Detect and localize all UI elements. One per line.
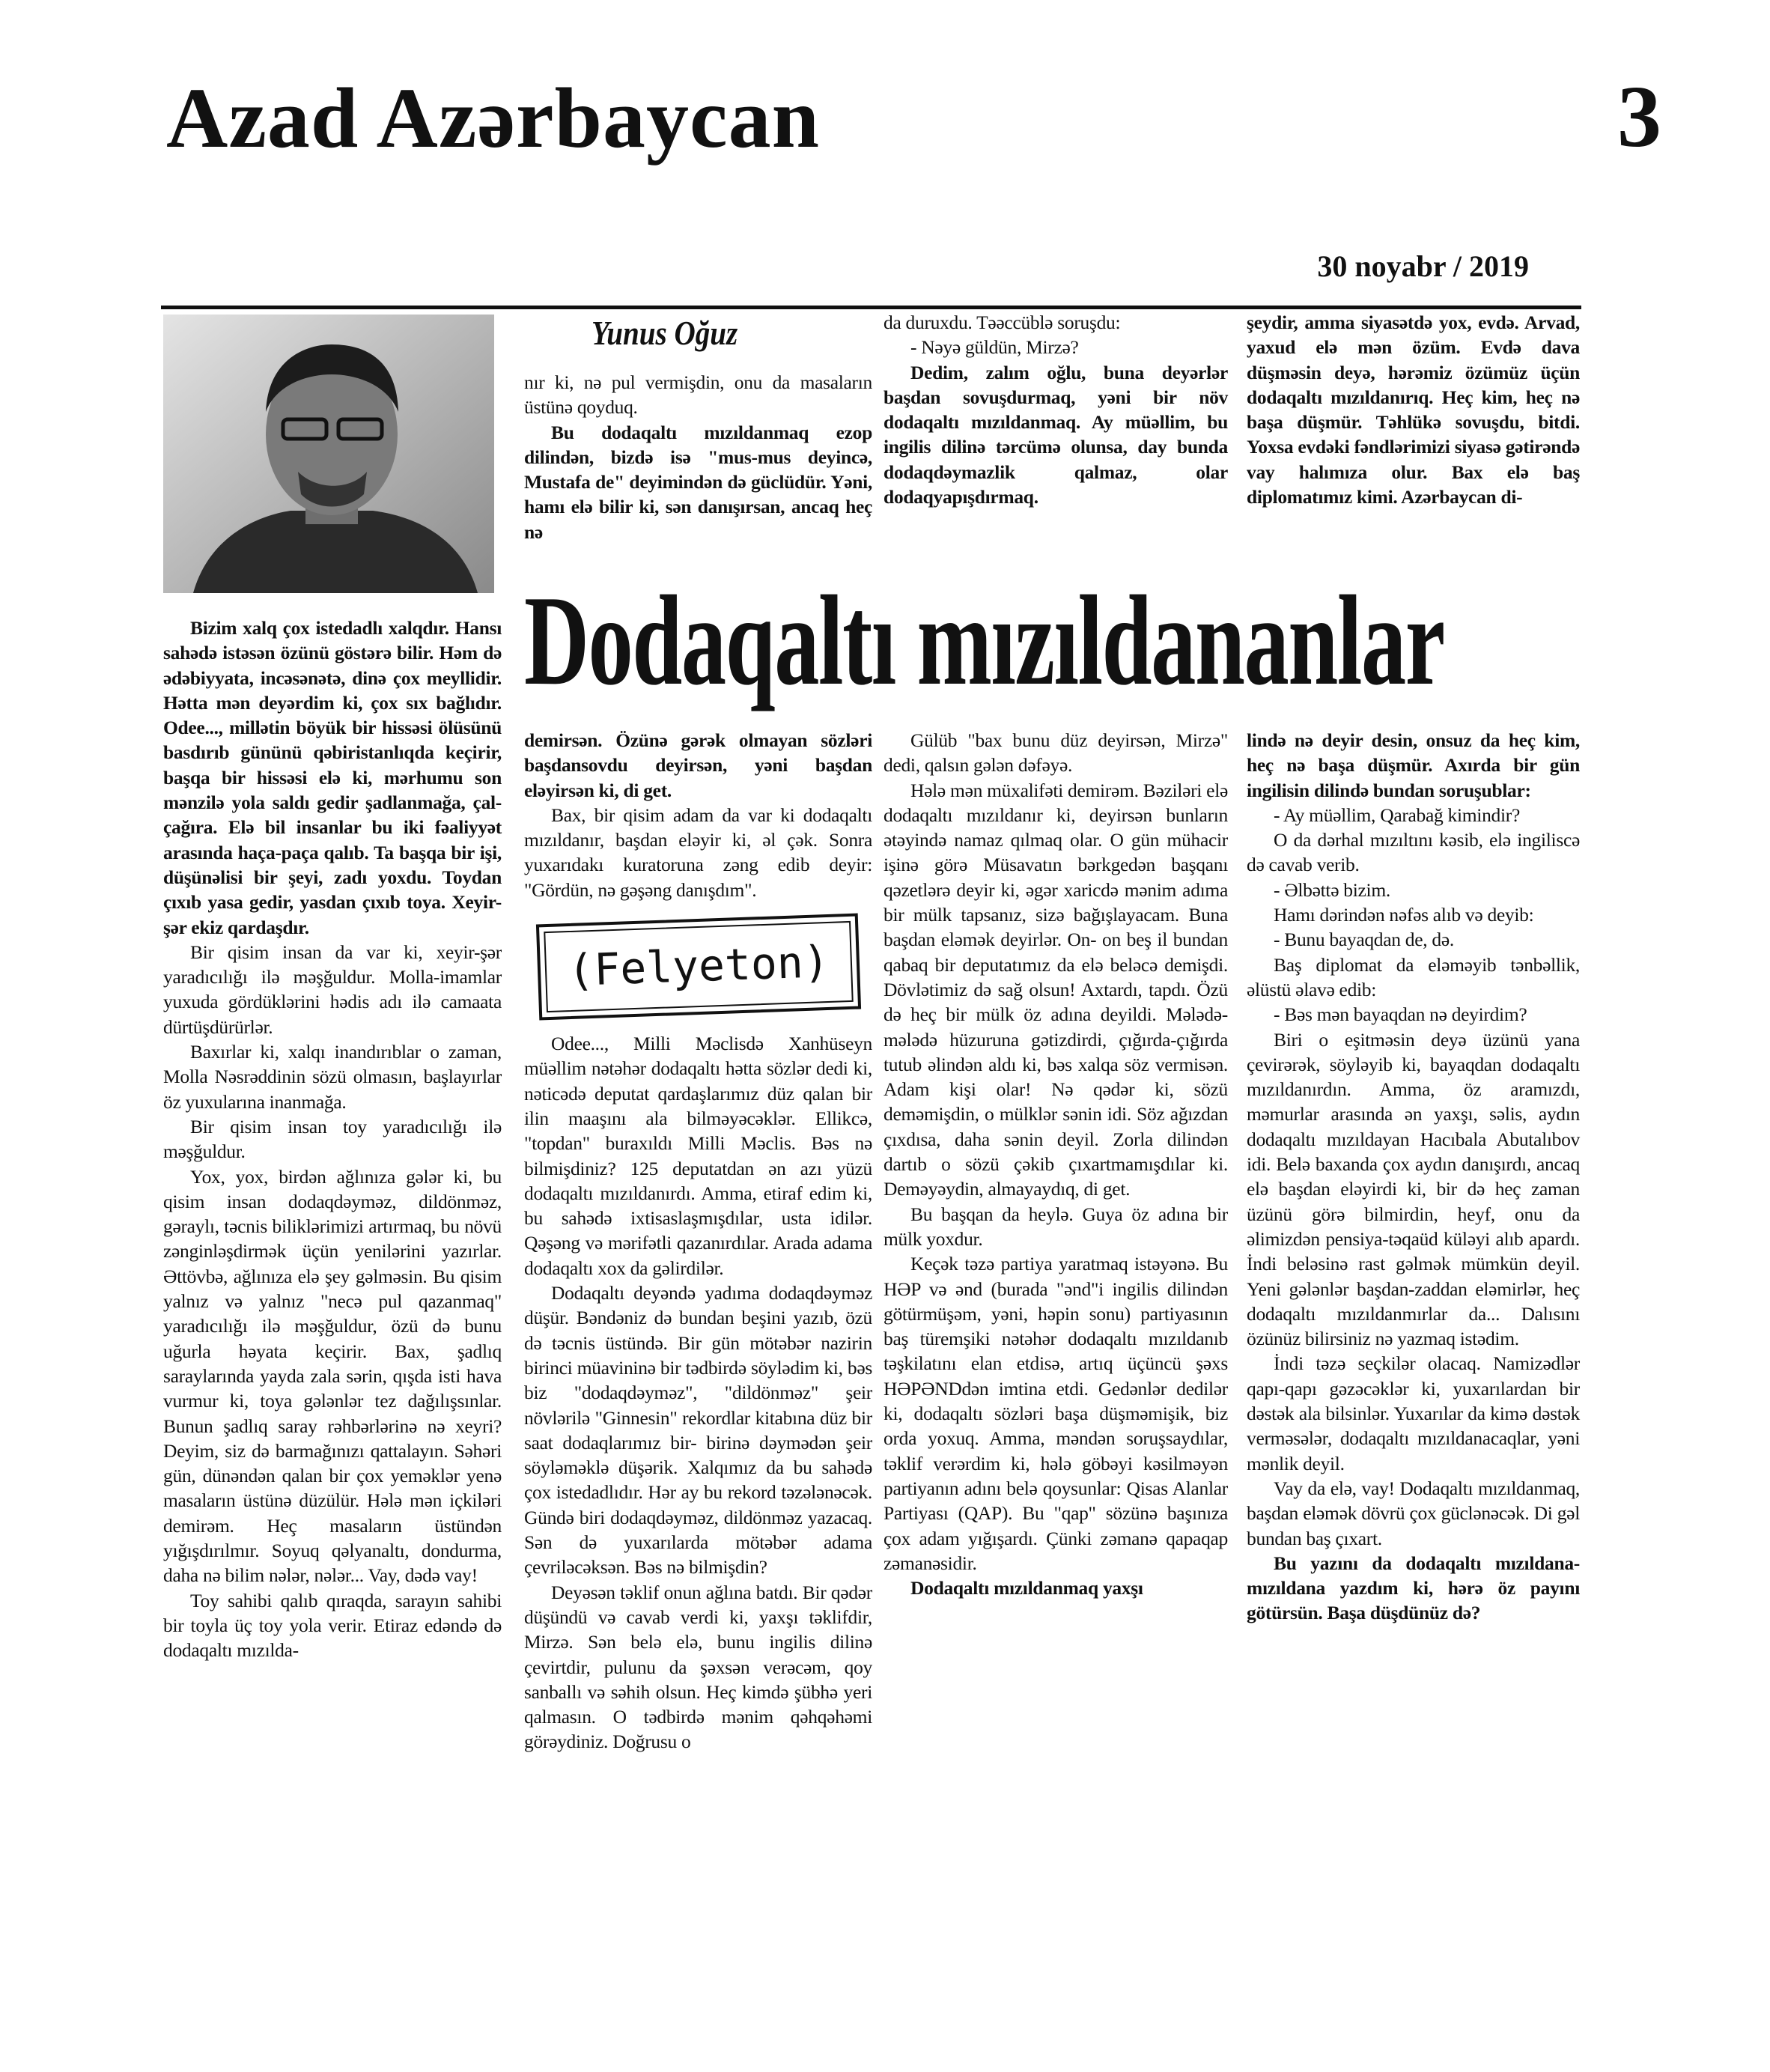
article-column-4-top [1247,310,1580,509]
article-paragraph: Baş diplomat da eləməyib tənbəllik, əlüstü əlavə edib: [1247,953,1580,1000]
header-rule [161,306,1581,309]
felyeton-stamp: (Felyeton) [535,914,860,1021]
article-paragraph: Bu dodaqaltı mızıldanmaq ezop dilindən, bizdə isə "mus-mus deyincə, Mustafa de" deyimindən də güclüdür. Yəni, hamı elə bilir ki, sən danışırsan, ancaq heç nə [524,421,872,543]
article-paragraph: Toy sahibi qalıb qıraqda, sarayın sahibi bir toyla üç toy yola verir. Etiraz edəndə də dodaqaltı mızılda- [163,1589,502,1662]
article-paragraph: demirsən. Özünə gərək olmayan sözləri başdansovdu deyirsən, yəni başdan eləyirsən ki, di get. [524,729,872,801]
article-paragraph: Gülüb "bax bunu düz deyirsən, Mirzə" dedi, qalsın gələn dəfəyə. [884,729,1228,777]
issue-date: 30 noyabr / 2019 [1317,249,1529,283]
article-author: Yunus Oğuz [591,314,738,352]
article-column-4 [1247,728,1580,1626]
article-paragraph: Keçək təzə partiya yaratmaq istəyənə. Bu HƏP və ənd (burada "ənd"i ingilis dilindən götürmüşəm, yəni, həpin sonu) partiyasının baş türemşiki nətəhər dodaqaltı mızıldanıb təşkilatını elan etdisə, artıq üçüncü şəxs HƏPƏNDdən imtina etdi. Gedənlər dedilər ki, dodaqaltı sözləri başa düşməmişik, biz orda yoxuq. Amma, məndən soruşsaydılar, təklif verərdim ki, hələ göbəyi kəsilməyən partiyanın adını belə qoysunlar: Qisas Alanlar Partiyası (QAP). Bu "qap" sözünə başınıza çox adam yığışardı. Çünki zəmanə qapaqap zəmanəsidir. [884,1253,1228,1574]
article-paragraph: Biri o eşitməsin deyə üzünü yana çevirərək, söyləyib ki, bayaqdan dodaqaltı mızıldanırdın. Amma, öz aramızdı, məmurlar arasında ən yaxşı, səlis, aydın dodaqaltı mızıldayan Hacıbala Abutalıbov idi. Belə baxanda çox aydın danışırdı, ancaq elə başdan eləyirdi ki, bir də heç zaman üzünü görə bilmirdin, heyf, onu da əlimizdən pensiya-təqaüd küləyi alıb apardı. İndi beləsinə rast gəlmək mümkün deyil. Yeni gələnlər başdan-zaddan eləmirlər, heç dodaqaltı mızıldanmırlar da... Dalısını özünüz bilirsiniz nə yazmaq istədim. [1247,1028,1580,1350]
article-paragraph: - Bəs mən bayaqdan nə deyirdim? [1274,1003,1527,1026]
article-paragraph: Bu başqan da heylə. Guya öz adına bir mülk yoxdur. [884,1203,1228,1250]
article-paragraph: nır ki, nə pul vermişdin, onu da masaların üstünə qoyduq. [524,371,872,419]
article-paragraph: Baxırlar ki, xalqı inandırıblar o zaman, Molla Nəsrəddinin sözü olmasın, başlayırlar öz yuxularına inanmağa. [163,1041,502,1113]
article-paragraph: İndi təzə seçkilər olacaq. Namizədlər qapı-qapı gəzəcəklər ki, yuxarılardan bir dəstək ala bilsinlər. Yuxarılar da kimə dəstək verməsələr, dodaqaltı mızıldanacaqlar, yəni mənlik deyil. [1247,1352,1580,1474]
article-paragraph: Bax, bir qisim adam da var ki dodaqaltı mızıldanır, başdan eləyir ki, əl çək. Sonra yuxarıdakı kuratoruna zəng edib deyir: "Gördün, nə gəşəng danışdım". [524,803,872,901]
article-paragraph: Dodaqaltı deyəndə yadıma dodaqdəyməz düşür. Bəndəniz də bundan beşini yazıb, özü də təcnis üstündə. Bir gün mötəbər nazirin birinci müavininə bir tədbirdə söylədim ki, bəs biz "dodaqdəyməz", "dildönməz" şeir növlərilə "Ginnesin" rekordlar kitabına düz bir saat dodaqlarımız bir- birinə dəymədən şeir söyləməklə düşərik. Xalqımız da bu sahədə çox istedadlıdır. Hər ay bu rekord təzələnəcək. Gündə biri dodaqdəyməz, dildönməz yazacaq. Sən də yuxarılarda mötəbər adama çevriləcəksən. Bəs nə bilmişdin? [524,1282,872,1579]
article-paragraph: - Ay müəllim, Qarabağ kimindir? [1274,803,1520,826]
article-paragraph: Bir qisim insan da var ki, xeyir-şər yaradıcılığı ilə məşğuldur. Molla-imamlar yuxuda gördüklərini hədis adı ilə camaata dürtüşdürürlər. [163,941,502,1038]
author-photo [163,315,494,593]
article-headline: Dodaqaltı mızıldananlar [524,570,1444,712]
article-paragraph: Deyəsən təklif onun ağlına batdı. Bir qədər düşündü və cavab verdi ki, yaxşı təklifdir, Mirzə. Sən belə elə, bunu ingilis dilinə çevirtdir, pulunu da şəxsən verəcəm, qoy sanballı və səhih olsun. Heç kimdə şübhə yeri qalmasın. O tədbirdə mənim qəhqəhəmi görəydiniz. Doğrusu o [524,1581,872,1753]
article-paragraph: Yox, yox, birdən ağlınıza gələr ki, bu qisim insan dodaqdəyməz, dildönməz, gəraylı, təcnis biliklərimizi artırmaq, bu növü zənginləşdirmək üçün yenilərini yazırlar. Əttövbə, ağlınıza elə şey gəlməsin. Bu qisim yalnız və yalnız "necə pul qazanmaq" yaradıcılığı ilə məşğuldur, özü də bunu uğurla həyata keçirir. Bax, şadlıq saraylarında yayda zala sərin, qışda isti hava vurmur ki, toya gələnlər tez dağılışsınlar. Bunun şadlıq saray rəhbərlərinə nə xeyri? Deyim, siz də barmağınızı qattalayın. Səhəri gün, dünəndən qalan bir çox yeməklər yenə masaların üstünə düzülür. Hələ mən içkiləri demirəm. Heç masaların üstündən yığışdırılmır. Soyuq qəlyanaltı, dondurma, daha nə bilim nələr, nələr... Vay, dədə vay! [163,1165,502,1587]
article-paragraph: - Əlbəttə bizim. [1274,878,1390,901]
article-paragraph: şeydir, amma siyasətdə yox, evdə. Arvad, yaxud elə mən özüm. Evdə dava düşməsin deyə, hərəmiz özümüz üçün dodaqaltı mızıldanırıq. Heç kim, heç nə başa düşmür. Təhlükə sovuşdu, bitdi. Yoxsa evdəki fəndlərimizi siyasə gətirəndə vay halımıza olur. Bax elə baş diplomatımız kimi. Azərbaycan di- [1247,312,1580,508]
article-paragraph: Dedim, zalım oğlu, buna deyərlər başdan sovuşdurmaq, yəni bir növ dodaqaltı mızıldanmaq. Ay müəllim, bu ingilis dilinə tərcümə olunsa, day bunda dodaqdəymazlik qalmaz, olar dodaqyapışdırmaq. [884,361,1228,508]
article-column-1 [163,616,502,1662]
article-paragraph: Odee..., Milli Məclisdə Xanhüseyn müəllim nətəhər dodaqaltı hətta sözlər dedi ki, nəticədə deputat qardaşlarımız düz qalan bir ilin maaşını ala bilməyəcəklər. Ellikcə, "topdan" buraxıldı Milli Məclis. Bəs nə bilmişdiniz? 125 deputatdan ən azı yüzü dodaqaltı mızıldanırdı. Amma, etiraf edim ki, bu sahədə ixtisaslaşmışdılar, usta idilər. Qəşəng və mərifətli qazanırdılar. Arada adama dodaqaltı xox da gəlirdilər. [524,1033,872,1279]
article-paragraph: Bizim xalq çox istedadlı xalqdır. Hansı sahədə istəsən özünü göstərə bilir. Həm də ədəbiyyata, incəsənətə, dinə çox meyllidir. Hətta mən deyərdim ki, çox sıx bağlıdır. Odee..., millətin böyük bir hissəsi ölüsünü basdırıb gününü qəbiristanlıqda keçirir, başqa bir hissəsi elə ki, mərhumu son mənzilə yola saldı gedir şadlanmağa, çal-çağıra. Elə bil insanlar bu iki fəaliyyət arasında haça-paça qalıb. Ta başqa bir işi, düşünəlisi bir şeyi, zadı yoxdu. Toydan çıxıb yasa gedir, yasdan çıxıb toya. Xeyir-şər ekiz qardaşdır. [163,617,502,938]
newspaper-masthead: Azad Azərbaycan [166,70,821,165]
article-column-2-top [524,370,872,544]
article-column-3 [884,728,1228,1600]
article-paragraph: Bir qisim insan toy yaradıcılığı ilə məşğuldur. [163,1115,502,1163]
article-column-2 [524,728,872,1754]
article-paragraph: Vay da elə, vay! Dodaqaltı mızıldanmaq, başdan eləmək dövrü çox güclənəcək. Di gəl bundan baş çıxart. [1247,1477,1580,1549]
article-paragraph: Hələ mən müxalifəti demirəm. Bəziləri elə dodaqaltı mızıldanır ki, deyirsən bunların ətəyində namaz qılmaq olar. O gün mühacir işinə görə Müsavatın bərkgedən başqanı qəzetlərə deyir ki, əgər xaricdə mənim adıma bir mülk tapsanız, sizə bağışlayacam. Buna başdan eləmək deyirlər. On- on beş il bundan qabaq bir deputatımız da elə beləcə demişdi. Dövlətimiz də sağ olsun! Axtardı, tapdı. Özü də heç bir mülk öz adına deyildi. Mələdə-mələdə hüzuruna gətizdirdi, çığırda-çığırda tutub əlindən aldı ki, bəs xalqa söz vermisən. Adam kişi olar! Nə qədər ki, sözü deməmişdin, o mülklər sənin idi. Söz ağızdan çıxdısa, daha sənin deyil. Zorla dilindən dartıb o sözü çəkib çıxartmamışdılar ki. Deməyəydin, almayaydıq, di get. [884,779,1228,1200]
article-paragraph: Hamı dərindən nəfəs alıb və deyib: [1274,904,1534,926]
article-paragraph: da duruxdu. Təəccüblə soruşdu: [884,312,1121,333]
article-paragraph: lində nə deyir desin, onsuz da heç kim, heç nə başa düşmür. Axırda bir gün ingilisin dilində bundan soruşublar: [1247,729,1580,801]
article-column-3-top [884,310,1228,509]
article-paragraph: Dodaqaltı mızıldanmaq yaxşı [910,1577,1143,1599]
article-paragraph: O da dərhal mızıltını kəsib, elə ingiliscə də cavab verib. [1247,829,1580,876]
article-paragraph: Bu yazını da dodaqaltı mızıldana-mızıldana yazdım ki, hərə öz payını götürsün. Başa düşdünüz də? [1247,1552,1580,1624]
article-paragraph: - Nəyə güldün, Mirzə? [910,336,1079,359]
page-number: 3 [1617,67,1661,165]
article-paragraph: - Bunu bayaqdan de, də. [1274,929,1454,951]
